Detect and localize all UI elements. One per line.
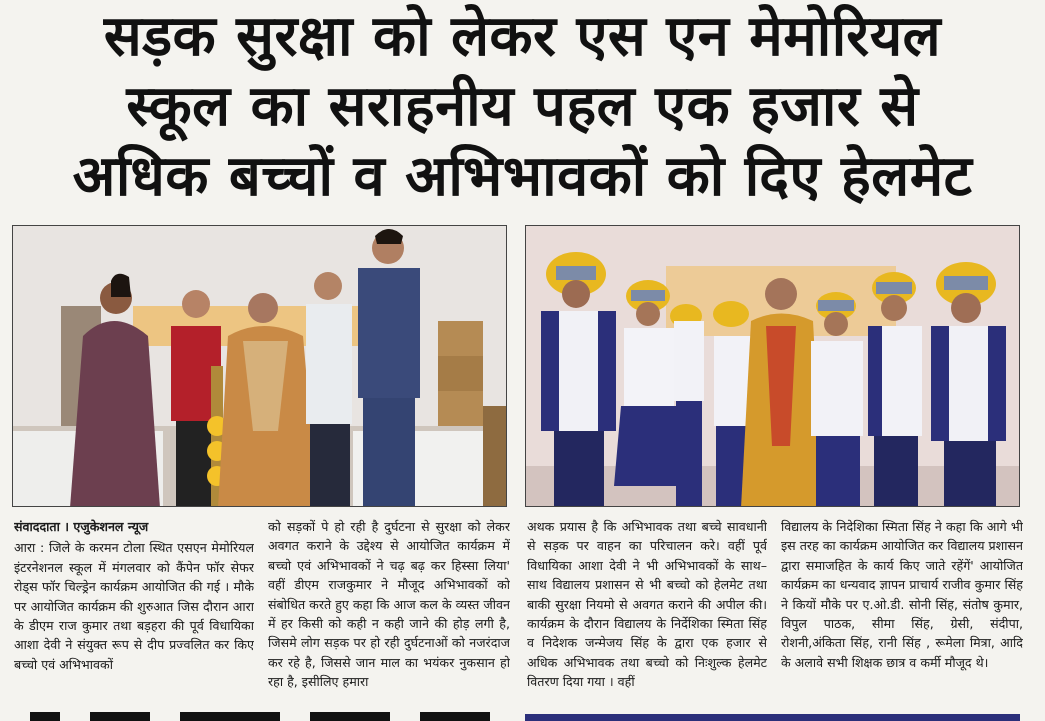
article-column-2 [268, 517, 510, 702]
students-helmets-photo [525, 225, 1020, 507]
article-text-4: विद्यालय के निदेशिका स्मिता सिंह ने कहा कि आगे भी इस तरह का कार्यक्रम आयोजित कर विद्यालय प्रशासन द्वारा समाजहित के कार्य किए जाते रहेंगें' आयोजित कार्यक्रम का धन्यवाद ज्ञापन प्राचार्य राजीव कुमार सिंह ने कियों मौके पर ए.ओ.डी. सोनी सिंह, संतोष कुमार, विपुल पाठक, सीमा सिंह, ग्रेसी, संदीपा, रोशनी,अंकिता सिंह, रानी सिंह , रूमेला मित्रा, आदि के अलावे सभी शिक्षक छात्र व कर्मी मौजूद थे। [781, 519, 1023, 670]
headline-line-1: सड़क सुरक्षा को लेकर एस एन मेमोरियल [103, 4, 942, 69]
article-text-2: को सड़कों पे हो रही है दुर्घटना से सुरक्षा को लेकर अवगत कराने के उद्देश्य से आयोजित कार्यक्रम में बच्चो एवं अभिभावकों ने चढ़ बढ़ कर हिस्सा लिया' वहीं डीएम राजकुमार ने मौजूद अभिभावकों को संबोधित करते हुए कहा कि आज कल के व्यस्त जीवन में हर किसी को कही न कही जाने की होड़ लगी है, जिसमे लोग सड़क पर हो रही दुर्घटनाओं को नजरंदाज कर रहे है, जिससे जान माल का भयंकर नुकसान हो रहा है, इसीलिए हमारा [268, 519, 510, 690]
byline: संवाददाता । एजुकेशनल न्यूज [14, 519, 149, 534]
headline-line-2: स्कूल का सराहनीय पहल एक हजार से [126, 74, 919, 139]
article-column-3 [527, 517, 767, 702]
students-helmets-photo-icon [526, 226, 1020, 507]
article-column-4 [781, 517, 1023, 702]
next-article-headline-fragment [0, 706, 1045, 721]
article-column-1 [14, 517, 254, 702]
article-text-1: आरा : जिले के करमन टोला स्थित एसएन मेमोरियल इंटरनेशनल स्कूल में मंगलवार को कैंपेन फॉर सेफर रोड्स फॉर चिल्ड्रेन कार्यक्रम आयोजित की गई । मौके पर आयोजित कार्यक्रम की शुरुआत जिस दौरान आरा के डीएम राज कुमार तथा बड़हरा की पूर्व विधायिका आशा देवी ने संयुक्त रूप से दीप प्रज्वलित कर किए बच्चो एवं अभिभावकों [14, 540, 254, 672]
headline-line-3: अधिक बच्चों व अभिभावकों को दिए हेलमेट [72, 144, 973, 209]
article-text-3: अथक प्रयास है कि अभिभावक तथा बच्चे सावधानी से सड़क पर वाहन का परिचालन करे। वहीं पूर्व विधायिका आशा देवी ने भी अभिभावकों के साथ–साथ विद्यालय प्रशासन से भी बच्चो को हेलमेट तथा बाकी सुरक्षा नियमो से अवगत कराने की अपील की। कार्यक्रम के दौरान विद्यालय के निर्देशिका स्मिता सिंह व निदेशक जन्मेजय सिंह के द्वारा एक हजार से अधिक अभिभावक तथा बच्चो को निःशुल्क हेलमेट वितरण दिया गया । वहीं [527, 519, 767, 690]
headline [0, 0, 1045, 212]
lamp-lighting-photo [12, 225, 507, 507]
lamp-lighting-photo-icon [13, 226, 507, 507]
